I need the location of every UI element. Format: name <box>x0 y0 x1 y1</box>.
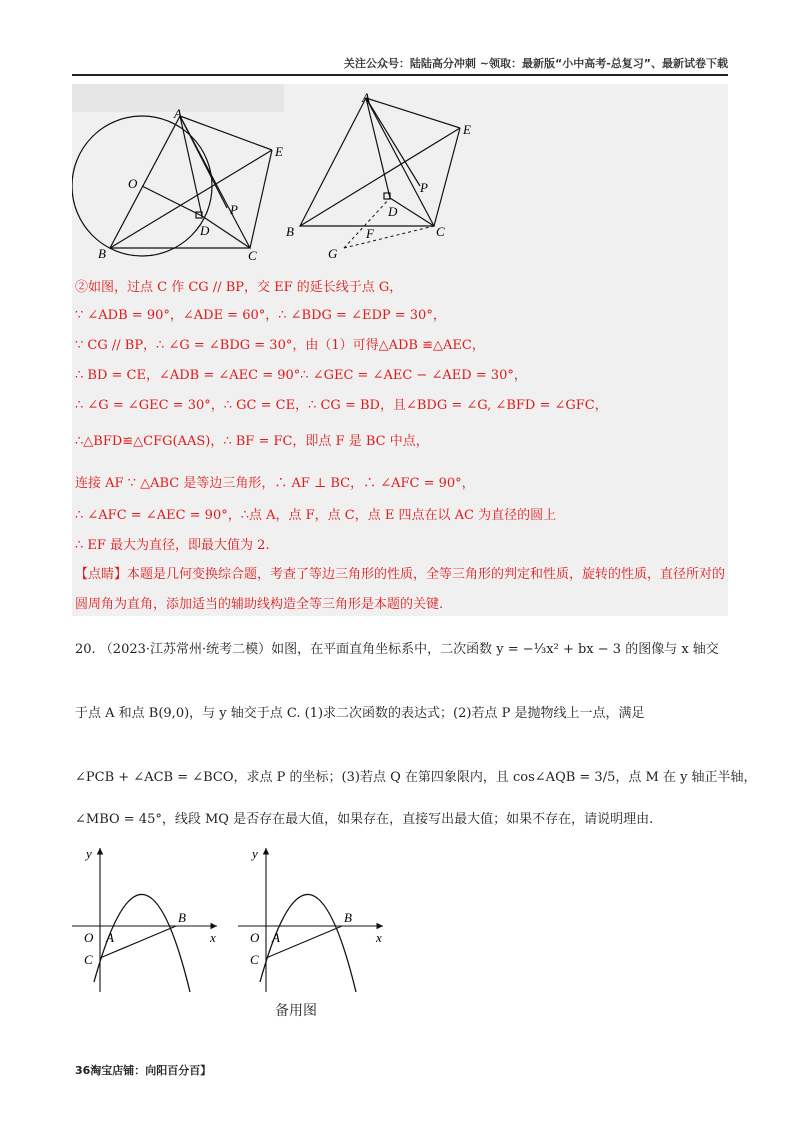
graph1-C-label: C <box>84 952 93 967</box>
graph1-B-label: B <box>178 910 186 925</box>
fig2-label-F: F <box>366 226 374 241</box>
graph1-x-label: x <box>210 930 216 945</box>
graph2-y-label: y <box>252 846 258 861</box>
fig2-label-A: A <box>362 90 370 105</box>
fig1-label-D: D <box>200 223 210 238</box>
solution-line-9: ∴ EF 最大为直径，即最大值为 2. <box>75 538 270 553</box>
header-rule <box>72 74 728 76</box>
fig1-label-A: A <box>174 108 182 121</box>
fig2-label-G: G <box>328 246 338 261</box>
fig2-label-D: D <box>388 204 398 219</box>
page-header: 关注公众号：陆陆高分冲刺 ~领取：最新版“小中高考-总复习”、最新试卷下载 <box>343 57 728 70</box>
fig1-label-B: B <box>98 246 106 261</box>
solution-line-7: 连接 AF ∵ △ABC 是等边三角形，∴ AF ⊥ BC，∴ ∠AFC = 90°， <box>75 476 475 491</box>
graph1-A-label: A <box>106 930 114 945</box>
graph1-O-label: O <box>84 930 94 945</box>
parabola-graph-2 <box>238 842 398 992</box>
question-line-3: ∠PCB + ∠ACB = ∠BCO，求点 P 的坐标；(3)若点 Q 在第四象限内，且 cos∠AQB = 3/5，点 M 在 y 轴正半轴， <box>75 770 757 785</box>
fig1-label-C: C <box>248 248 257 263</box>
fig2-label-C: C <box>436 224 445 239</box>
graph2-x-label: x <box>376 930 382 945</box>
solution-line-5: ∴ ∠G = ∠GEC = 30°，∴ GC = CE，∴ CG = BD，且∠BDG = ∠G, ∠BFD = ∠GFC， <box>75 398 608 413</box>
fig2-label-E: E <box>463 122 471 137</box>
solution-line-6: ∴△BFD≌△CFG(AAS)，∴ BF = FC，即点 F 是 BC 中点， <box>75 434 429 449</box>
geometry-figure-1 <box>72 108 302 268</box>
solution-line-8: ∴ ∠AFC = ∠AEC = 90°，∴点 A，点 F，点 C，点 E 四点在以 AC 为直径的圆上 <box>75 508 557 523</box>
fig1-label-E: E <box>275 144 283 159</box>
question-line-2: 于点 A 和点 B(9,0)，与 y 轴交于点 C. (1)求二次函数的表达式；(2)若点 P 是抛物线上一点，满足 <box>75 706 645 721</box>
graph2-B-label: B <box>344 910 352 925</box>
solution-line-4: ∴ BD = CE，∠ADB = ∠AEC = 90°∴ ∠GEC = ∠AEC − ∠AED = 30°， <box>75 368 527 383</box>
solution-line-2: ∵ ∠ADB = 90°，∠ADE = 60°，∴ ∠BDG = ∠EDP = 30°， <box>75 308 446 323</box>
solution-note: 【点睛】本题是几何变换综合题，考查了等边三角形的性质，全等三角形的判定和性质，旋转的性质，直径所对的圆周角为直角，添加适当的辅助线构造全等三角形是本题的关键. <box>75 567 726 612</box>
solution-line-3: ∵ CG // BP，∴ ∠G = ∠BDG = 30°，由（1）可得△ADB ≌△AEC， <box>75 338 485 353</box>
figure-caption: 备用图 <box>275 1003 317 1019</box>
fig2-label-B: B <box>286 224 294 239</box>
question-line-4: ∠MBO = 45°，线段 MQ 是否存在最大值，如果存在，直接写出最大值；如果不存在，请说明理由. <box>75 812 654 827</box>
graph2-A-label: A <box>272 930 280 945</box>
graph2-C-label: C <box>250 952 259 967</box>
question-line-1: 20. （2023·江苏常州·统考二模）如图，在平面直角坐标系中，二次函数 y = −⅓x² + bx − 3 的图像与 x 轴交 <box>75 642 719 657</box>
fig2-label-P: P <box>420 180 428 195</box>
graph2-O-label: O <box>250 930 260 945</box>
page-footer: 36淘宝店铺：向阳百分百】 <box>75 1064 212 1077</box>
fig1-label-P: P <box>230 202 238 217</box>
solution-line-1: ②如图，过点 C 作 CG // BP，交 EF 的延长线于点 G， <box>75 280 403 295</box>
fig1-label-O: O <box>128 176 138 191</box>
parabola-graph-1 <box>72 842 232 992</box>
graph1-y-label: y <box>86 846 92 861</box>
geometry-figure-2 <box>282 88 482 264</box>
